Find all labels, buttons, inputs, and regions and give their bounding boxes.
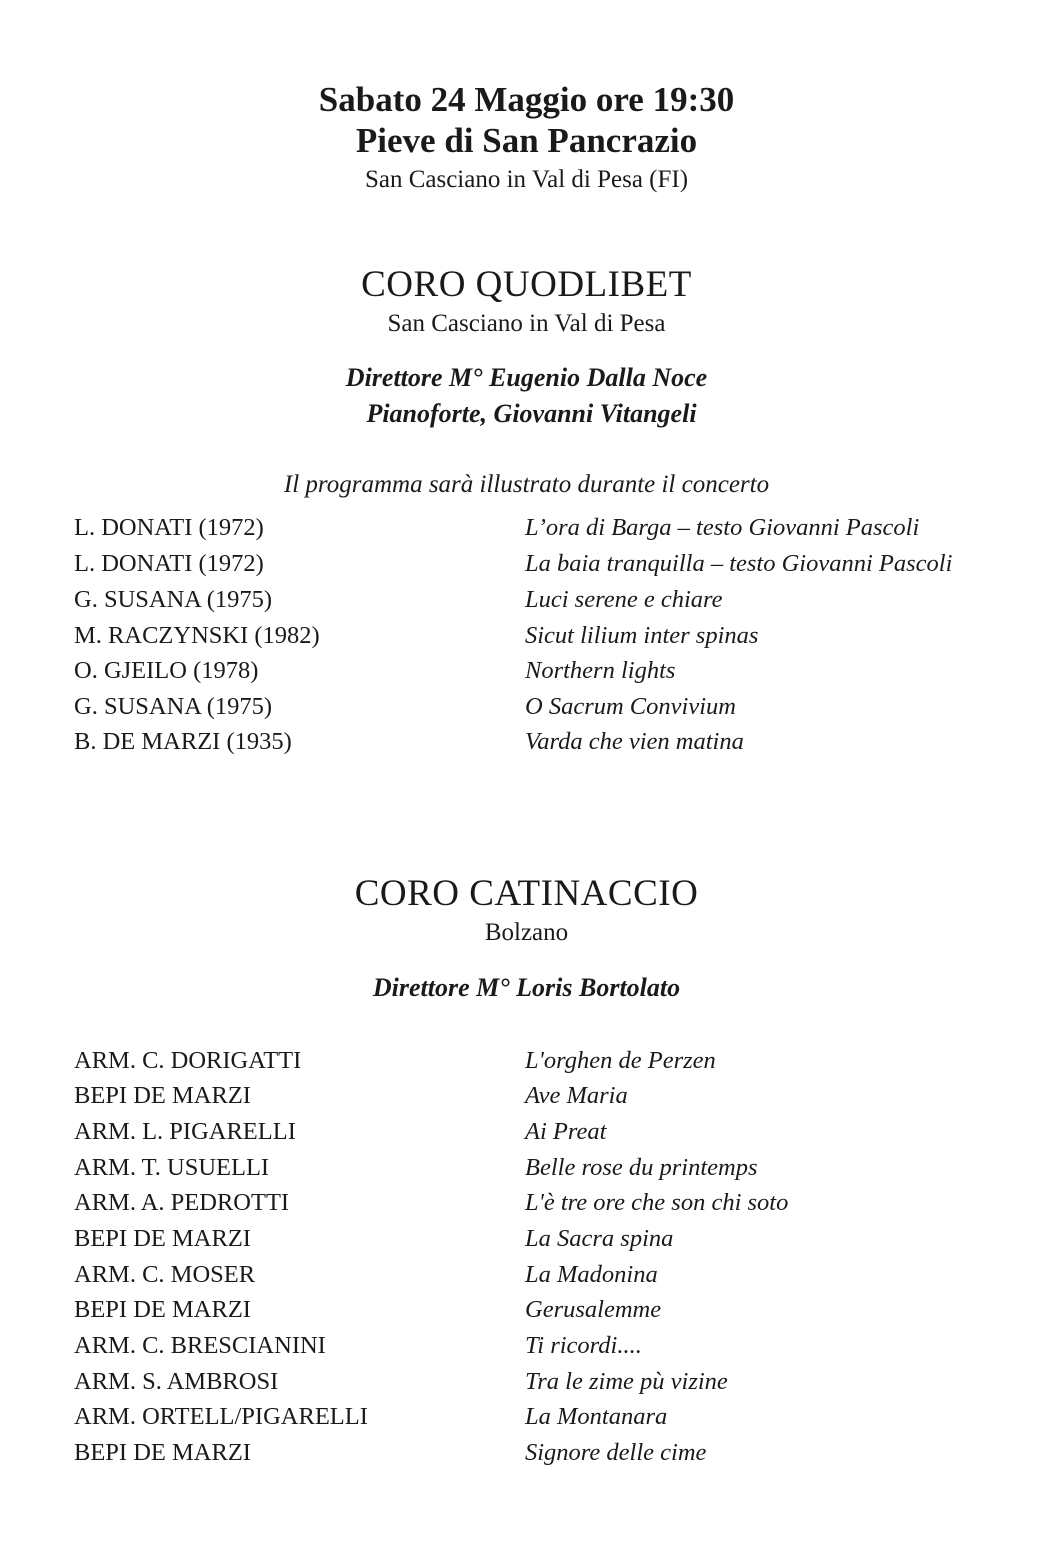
composer: ARM. L. PIGARELLI [74, 1118, 296, 1145]
piece-title: La Montanara [525, 1403, 668, 1430]
composer: BEPI DE MARZI [74, 1439, 251, 1466]
piece-title: L'orghen de Perzen [525, 1047, 716, 1074]
program-row [74, 1436, 974, 1470]
choir-catinaccio-director: Direttore M° Loris Bortolato [372, 973, 681, 1002]
piece-title: La Sacra spina [525, 1225, 674, 1252]
program-row [74, 1222, 974, 1256]
composer: BEPI DE MARZI [74, 1296, 251, 1323]
composer: ARM. S. AMBROSI [74, 1368, 279, 1395]
program-row [74, 1258, 974, 1292]
choir-quodlibet-pianist: Pianoforte, Giovanni Vitangeli [366, 399, 697, 428]
program-row [74, 619, 974, 653]
composer: BEPI DE MARZI [74, 1225, 251, 1252]
program-row [74, 1151, 974, 1185]
program-row [74, 1186, 974, 1220]
composer: ARM. T. USUELLI [74, 1154, 270, 1181]
composer: L. DONATI (1972) [74, 550, 264, 577]
composer: ARM. C. MOSER [74, 1261, 256, 1288]
piece-title: Gerusalemme [525, 1296, 662, 1323]
program-row [74, 1329, 974, 1363]
choir-catinaccio-title: CORO CATINACCIO [354, 873, 699, 914]
composer: O. GJEILO (1978) [74, 657, 259, 684]
program-row [74, 1115, 974, 1149]
program-row [74, 1079, 974, 1113]
piece-title: Northern lights [525, 657, 676, 684]
composer: ARM. A. PEDROTTI [74, 1189, 290, 1216]
piece-title: La Madonina [525, 1261, 658, 1288]
piece-title: O Sacrum Convivium [525, 693, 736, 720]
composer: L. DONATI (1972) [74, 514, 264, 541]
composer: G. SUSANA (1975) [74, 693, 273, 720]
piece-title: Ai Preat [525, 1118, 607, 1145]
program-note: Il programma sarà illustrato durante il concerto [283, 471, 770, 498]
piece-title: L'è tre ore che son chi soto [525, 1189, 789, 1216]
composer: ARM. ORTELL/PIGARELLI [74, 1403, 368, 1430]
composer: BEPI DE MARZI [74, 1082, 251, 1109]
piece-title: Sicut lilium inter spinas [525, 622, 759, 649]
piece-title: Belle rose du printemps [525, 1154, 758, 1181]
choir-quodlibet-director: Direttore M° Eugenio Dalla Noce [345, 363, 708, 392]
piece-title: Luci serene e chiare [525, 586, 723, 613]
composer: B. DE MARZI (1935) [74, 728, 292, 755]
composer: G. SUSANA (1975) [74, 586, 273, 613]
venue-location: San Casciano in Val di Pesa (FI) [364, 166, 689, 193]
program-row [74, 690, 974, 724]
composer: ARM. C. DORIGATTI [74, 1047, 302, 1074]
piece-title: Ave Maria [525, 1082, 628, 1109]
piece-title: Tra le zime pù vizine [525, 1368, 728, 1395]
event-date-time: Sabato 24 Maggio ore 19:30 [318, 80, 735, 119]
program-row [74, 725, 974, 759]
program-row [74, 547, 974, 581]
piece-title: L’ora di Barga – testo Giovanni Pascoli [525, 514, 920, 541]
program-row [74, 1293, 974, 1327]
composer: M. RACZYNSKI (1982) [74, 622, 320, 649]
program-row [74, 583, 974, 617]
piece-title: Varda che vien matina [525, 728, 744, 755]
program-row [74, 1044, 974, 1078]
program-row [74, 511, 974, 545]
composer: ARM. C. BRESCIANINI [74, 1332, 326, 1359]
program-row [74, 1365, 974, 1399]
choir-quodlibet-city: San Casciano in Val di Pesa [387, 310, 666, 337]
program-row [74, 1400, 974, 1434]
piece-title: Signore delle cime [525, 1439, 707, 1466]
program-row [74, 654, 974, 688]
choir-catinaccio-city: Bolzano [484, 919, 569, 946]
venue-name: Pieve di San Pancrazio [355, 121, 698, 160]
choir-quodlibet-title: CORO QUODLIBET [361, 264, 692, 305]
piece-title: Ti ricordi.... [525, 1332, 642, 1359]
piece-title: La baia tranquilla – testo Giovanni Pascoli [525, 550, 953, 577]
